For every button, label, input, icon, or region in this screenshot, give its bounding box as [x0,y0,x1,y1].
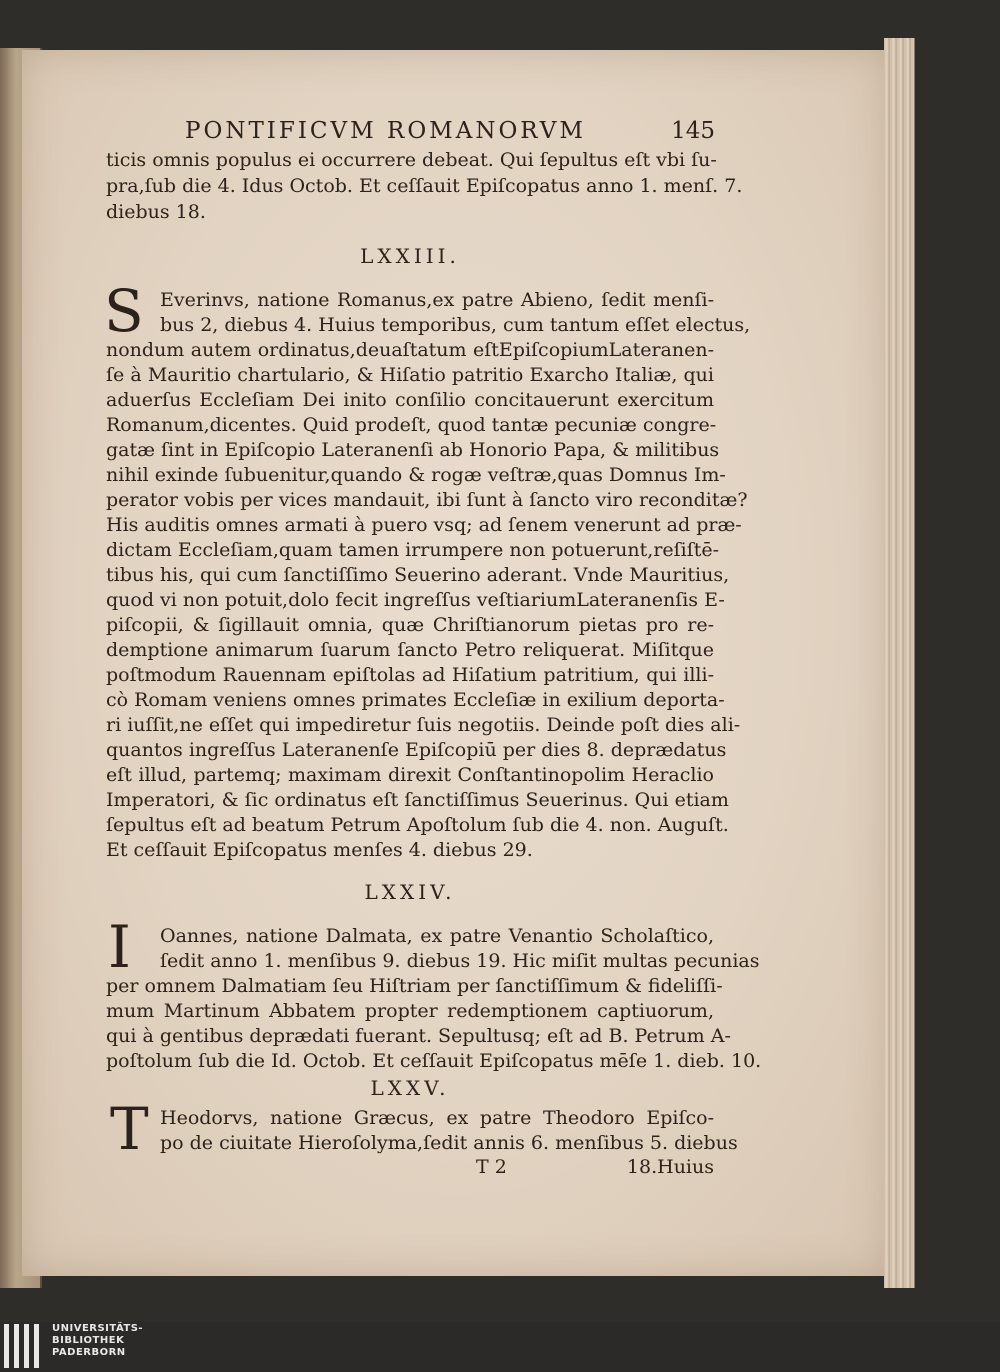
text-line: ſepultus eſt ad beatum Petrum Apoſtolum ſub die 4. non. Auguſt. [106,814,729,836]
text-line: cò Romam veniens omnes primates Eccleſiæ in exilium deporta- [106,689,725,711]
text-line: quantos ingreſſus Lateranenſe Epiſcopiū per dies 8. deprædatus [106,739,727,761]
text-line: nondum autem ordinatus,deuaſtatum eſtEpiſcopiumLateranen- [106,339,714,361]
text-line: perator vobis per vices mandauit, ibi ſunt à ſancto viro reconditæ? [106,489,748,511]
text-line: eſt illud, partemq; maximam direxit Conſtantinopolim Heraclio [106,764,714,786]
logo-line: UNIVERSITÄTS- [52,1323,144,1334]
text-line: Et ceſſauit Epiſcopatus menſes 4. diebus 29. [106,839,533,861]
catchword: 18.Huius [626,1156,714,1178]
text-line: aduerſus Eccleſiam Dei inito conſilio concitauerunt exercitum [106,389,714,411]
running-head [185,118,715,148]
text-line: demptione animarum ſuarum ſancto Petro reliquerat. Miſitque [106,639,714,661]
text-line: mum Martinum Abbatem propter redemptionem captiuorum, [106,1000,714,1022]
logo-line: BIBLIOTHEK [52,1335,125,1346]
text-line: tibus his, qui cum ſanctiſſimo Seuerino aderant. Vnde Mauritius, [106,564,730,586]
text-line: pra,ſub die 4. Idus Octob. Et ceſſauit Epiſcopatus anno 1. menſ. 7. [106,175,743,197]
text-line: Everinvs, natione Romanus,ex patre Abieno, ſedit menſi- [160,289,714,311]
text-line: ri iuſſit,ne eſſet qui impediretur ſuis negotiis. Deinde poſt dies ali- [106,714,741,736]
chapter-heading: LXXIV. [364,880,456,904]
text-line: poſtmodum Rauennam epiſtolas ad Hiſatium patritium, qui illi- [106,664,714,686]
chapter-heading: LXXIII. [360,244,460,268]
running-head-title: PONTIFICVM ROMANORVM [185,118,586,144]
text-line: diebus 18. [106,201,206,223]
text-line: quod vi non potuit,dolo fecit ingreſſus veſtiariumLateranenſis E- [106,589,725,611]
text-line: piſcopii, & ſigillauit omnia, quæ Chriſtianorum pietas pro re- [106,614,714,636]
page-footer [106,1156,714,1180]
text-line: ſedit anno 1. menſibus 9. diebus 19. Hic miſit multas pecunias [160,950,760,972]
text-line: per omnem Dalmatiam ſeu Hiſtriam per ſanctiſſimum & fideliſſi- [106,975,723,997]
drop-capital: I [108,913,131,981]
text-line: po de ciuitate Hieroſolyma,ſedit annis 6. menſibus 5. diebus [160,1132,738,1154]
text-line: Imperatori, & ſic ordinatus eſt ſanctiſſimus Seuerinus. Qui etiam [106,789,729,811]
text-line: ſe à Mauritio chartulario, & Hiſatio patritio Exarcho Italiæ, qui [106,364,714,386]
logo-line: PADERBORN [52,1347,126,1358]
page-number: 145 [671,118,715,144]
signature-mark: T 2 [476,1156,507,1178]
text-line: Oannes, natione Dalmata, ex patre Venantio Scholaſtico, [160,925,714,947]
chapter-heading: LXXV. [370,1076,450,1100]
text-line: Heodorvs, natione Græcus, ex patre Theodoro Epiſco- [160,1107,714,1129]
drop-capital: T [110,1095,149,1163]
text-line: qui à gentibus deprædati fuerant. Sepultusq; eſt ad B. Petrum A- [106,1025,731,1047]
library-logo [52,1323,202,1359]
drop-capital: S [104,277,144,345]
text-line: nihil exinde ſubuenitur,quando & rogæ veſtræ,quas Domnus Im- [106,464,726,486]
text-line: bus 2, diebus 4. Huius temporibus, cum tantum eſſet electus, [160,314,751,336]
page-block-edges [884,38,915,1288]
library-logo-icon [4,1324,48,1368]
text-line: gatæ ſint in Epiſcopio Lateranenſi ab Honorio Papa, & militibus [106,439,720,461]
text-line: dictam Eccleſiam,quam tamen irrumpere non potuerunt,reſiſtē- [106,539,720,561]
text-line: ticis omnis populus ei occurrere debeat. Qui ſepultus eſt vbi ſu- [106,149,717,171]
text-line: His auditis omnes armati à puero vsq; ad ſenem venerunt ad præ- [106,514,742,536]
text-line: poſtolum ſub die Id. Octob. Et ceſſauit Epiſcopatus mēſe 1. dieb. 10. [106,1050,762,1072]
text-line: Romanum,dicentes. Quid prodeſt, quod tantæ pecuniæ congre- [106,414,717,436]
